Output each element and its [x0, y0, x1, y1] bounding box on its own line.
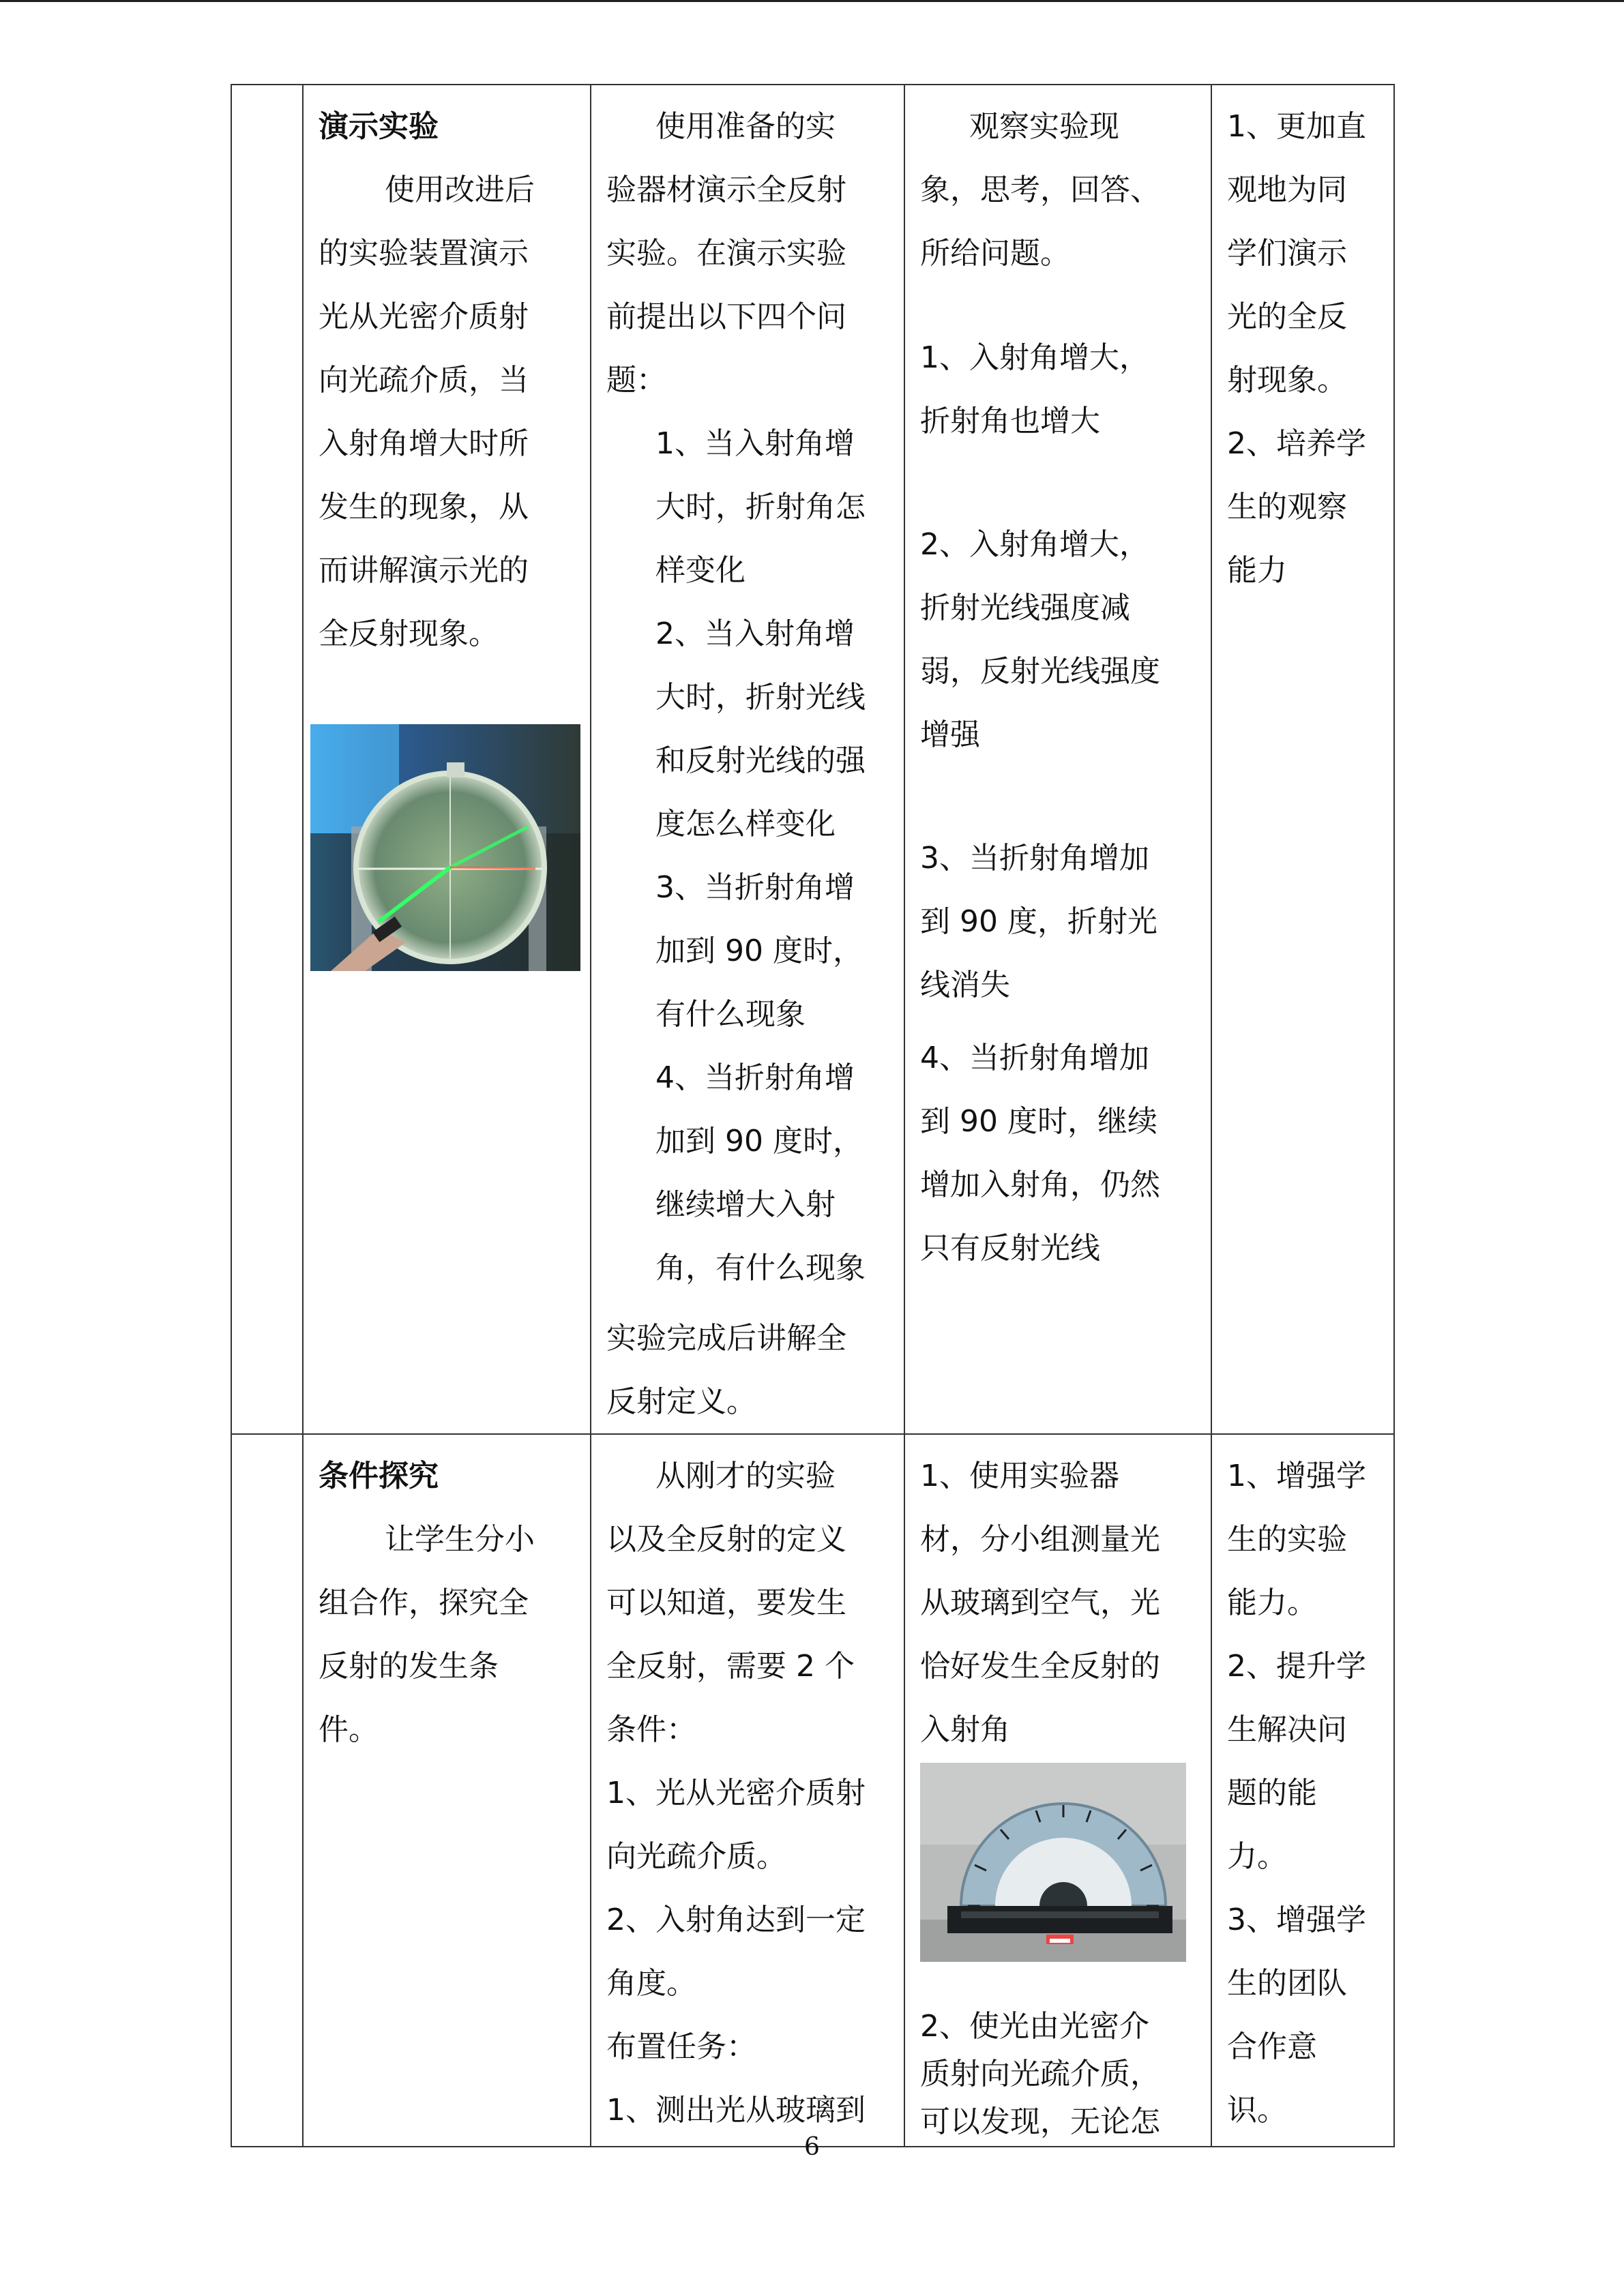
intent-line: 射现象。 — [1227, 363, 1347, 398]
activity-cell — [303, 85, 591, 1434]
activity-title: 演示实验 — [319, 109, 439, 144]
teacher-line: 从刚才的实验 — [655, 1459, 836, 1493]
teacher-closing-line: 反射定义。 — [606, 1384, 756, 1419]
teacher-line: 以及全反射的定义 — [606, 1522, 846, 1557]
intent-line: 光的全反 — [1227, 299, 1347, 334]
intent-line: 1、更加直 — [1227, 109, 1366, 144]
answer-line: 2、入射角增大， — [920, 527, 1149, 562]
student-line: 观察实验现 — [969, 109, 1119, 144]
design-intent-cell — [1211, 85, 1394, 1434]
question-line: 3、当折射角增 — [655, 870, 855, 905]
intent-line: 1、增强学 — [1227, 1459, 1366, 1493]
activity-line: 入射角增大时所 — [319, 426, 529, 461]
teacher-line: 布置任务： — [606, 2029, 756, 2064]
student-line: 2、使光由光密介 — [920, 2009, 1149, 2044]
teacher-line: 角度。 — [606, 1966, 696, 2001]
student-line: 所给问题。 — [920, 236, 1070, 271]
activity-line: 的实验装置演示 — [319, 236, 529, 271]
intent-line: 学们演示 — [1227, 236, 1347, 271]
intent-line: 2、培养学 — [1227, 426, 1366, 461]
intent-line: 能力 — [1227, 553, 1287, 588]
student-line: 材，分小组测量光 — [920, 1522, 1160, 1557]
teacher-line: 验器材演示全反射 — [606, 173, 846, 207]
page-top-border — [0, 0, 1624, 2]
answer-line: 到 90 度，折射光 — [920, 904, 1157, 939]
activity-title: 条件探究 — [319, 1459, 439, 1493]
question-line: 度怎么样变化 — [655, 807, 836, 841]
activity-line: 反射的发生条 — [319, 1649, 499, 1684]
activity-line: 让学生分小 — [385, 1522, 535, 1557]
intent-line: 力。 — [1227, 1839, 1287, 1874]
answer-line: 只有反射光线 — [920, 1231, 1100, 1266]
question-line: 加到 90 度时， — [655, 934, 863, 968]
table-row-condition-exploration — [231, 1434, 1394, 2147]
teacher-line: 实验。在演示实验 — [606, 236, 846, 271]
question-line: 继续增大入射 — [655, 1187, 836, 1222]
question-line: 大时，折射角怎 — [655, 490, 866, 524]
teacher-line: 1、光从光密介质射 — [606, 1776, 866, 1810]
answer-line: 3、当折射角增加 — [920, 841, 1149, 876]
teacher-line: 向光疏介质。 — [606, 1839, 786, 1874]
activity-line: 向光疏介质，当 — [319, 363, 529, 398]
intent-line: 识。 — [1227, 2093, 1287, 2128]
answer-line: 4、当折射角增加 — [920, 1041, 1149, 1075]
intent-line: 合作意 — [1227, 2029, 1317, 2064]
teacher-line: 使用准备的实 — [655, 109, 836, 144]
teacher-line: 前提出以下四个问 — [606, 299, 846, 334]
intent-line: 生解决问 — [1227, 1712, 1347, 1747]
activity-line: 发生的现象，从 — [319, 490, 529, 524]
design-intent-cell — [1211, 1434, 1394, 2147]
protractor-apparatus-photo — [920, 1763, 1186, 1962]
question-line: 有什么现象 — [655, 997, 806, 1032]
page-number: 6 — [804, 2133, 820, 2161]
student-line: 从玻璃到空气，光 — [920, 1585, 1160, 1620]
activity-cell — [303, 1434, 591, 2147]
answer-line: 到 90 度时，继续 — [920, 1104, 1157, 1139]
answer-line: 线消失 — [920, 968, 1010, 1002]
question-line: 和反射光线的强 — [655, 743, 866, 778]
answer-line: 折射光线强度减 — [920, 591, 1130, 625]
student-line: 入射角 — [920, 1712, 1010, 1747]
lesson-plan-table — [231, 84, 1395, 2147]
demo-apparatus-photo — [310, 724, 580, 971]
intent-line: 生的实验 — [1227, 1522, 1347, 1557]
teacher-line: 全反射，需要 2 个 — [606, 1649, 855, 1684]
student-line: 象，思考，回答、 — [920, 173, 1160, 207]
student-line: 恰好发生全反射的 — [920, 1649, 1160, 1684]
answer-line: 折射角也增大 — [920, 404, 1100, 438]
teacher-activity-cell — [591, 1434, 904, 2147]
teacher-line: 题： — [606, 363, 666, 398]
answer-line: 1、入射角增大， — [920, 340, 1149, 375]
intent-line: 2、提升学 — [1227, 1649, 1366, 1684]
stage-column-cell — [231, 85, 303, 1434]
student-line: 可以发现，无论怎 — [920, 2104, 1160, 2139]
student-activity-cell — [904, 1434, 1211, 2147]
intent-line: 能力。 — [1227, 1585, 1317, 1620]
activity-line: 使用改进后 — [385, 173, 535, 207]
teacher-closing-line: 实验完成后讲解全 — [606, 1321, 846, 1356]
answer-line: 弱，反射光线强度 — [920, 654, 1160, 689]
question-line: 角，有什么现象 — [655, 1251, 866, 1285]
teacher-activity-cell — [591, 85, 904, 1434]
stage-column-cell — [231, 1434, 303, 2147]
intent-line: 题的能 — [1227, 1776, 1317, 1810]
answer-line: 增加入射角，仍然 — [920, 1167, 1160, 1202]
student-line: 1、使用实验器 — [920, 1459, 1119, 1493]
teacher-line: 可以知道，要发生 — [606, 1585, 846, 1620]
question-line: 样变化 — [655, 553, 745, 588]
activity-line: 而讲解演示光的 — [319, 553, 529, 588]
student-line: 质射向光疏介质， — [920, 2057, 1160, 2091]
question-line: 4、当折射角增 — [655, 1060, 855, 1095]
activity-line: 光从光密介质射 — [319, 299, 529, 334]
teacher-line: 1、测出光从玻璃到 — [606, 2093, 866, 2128]
activity-line: 件。 — [319, 1712, 379, 1747]
teacher-line: 2、入射角达到一定 — [606, 1903, 866, 1937]
answer-line: 增强 — [920, 717, 980, 752]
intent-line: 生的团队 — [1227, 1966, 1347, 2001]
intent-line: 生的观察 — [1227, 490, 1347, 524]
question-line: 大时，折射光线 — [655, 680, 866, 715]
activity-line: 组合作，探究全 — [319, 1585, 529, 1620]
activity-line: 全反射现象。 — [319, 616, 499, 651]
intent-line: 观地为同 — [1227, 173, 1347, 207]
question-line: 加到 90 度时， — [655, 1124, 863, 1159]
question-line: 2、当入射角增 — [655, 616, 855, 651]
question-line: 1、当入射角增 — [655, 426, 855, 461]
intent-line: 3、增强学 — [1227, 1903, 1366, 1937]
teacher-line: 条件： — [606, 1712, 696, 1747]
table-row-demo-experiment — [231, 85, 1394, 1434]
student-activity-cell — [904, 85, 1211, 1434]
